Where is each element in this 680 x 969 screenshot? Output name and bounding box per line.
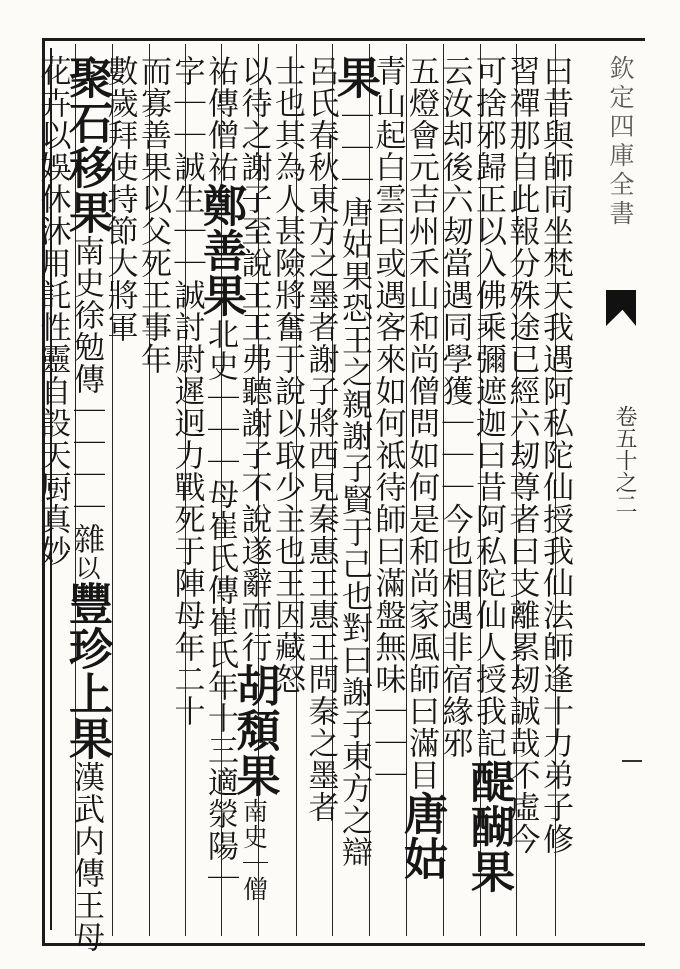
text-segment: 云汝却後六刼當遇同學獲｜｜｜今也相遇非宿緣邪 xyxy=(436,55,473,759)
entry-heading: 鄭善果 xyxy=(195,183,246,318)
margin-tick xyxy=(622,760,642,762)
text-segment: 誠生｜｜誠討尉遲迥力戰死于陣母年二十 xyxy=(168,151,205,727)
text-segment: 花卉以娛休沐用託性靈 xyxy=(34,55,71,375)
text-segment: 南史徐勉傳｜｜｜｜雜 xyxy=(68,235,104,555)
text-segment: 漢武内傳王母 xyxy=(68,761,104,953)
volume-label: 卷五十之二 xyxy=(612,405,637,515)
entry-heading: 果 xyxy=(329,55,380,100)
text-segment: 以待之謝子至說王王弗聽謝子不說遂辭而行 xyxy=(235,55,272,663)
entry-heading: 唐姑 xyxy=(396,791,447,881)
text-segment: 字｜｜ xyxy=(168,55,205,151)
text-column xyxy=(33,55,73,567)
text-segment: 青山起白雲曰或遇客來如何祗待師曰滿盤無味｜｜｜ xyxy=(369,55,406,791)
text-segment: 五燈會元吉州禾山和尚僧問如何是和尚家風師曰滿目 xyxy=(403,55,439,791)
text-segment: 而寡善果以父死王事年 xyxy=(135,55,171,375)
text-segment: 可捨邪歸正以入佛乘彌遮迦曰昔阿私陀仙人授我記 xyxy=(470,55,506,759)
entry-heading: 胡頽果 xyxy=(228,663,280,798)
text-segment: 習禪那自此報分殊途已經六刼尊者曰支離累刼誠哉不虛今 xyxy=(503,55,540,855)
text-segment: 自設天厨真妙 xyxy=(34,375,71,567)
entry-heading: 聚石移果 xyxy=(61,55,112,235)
text-segment: 北史｜｜｜母崔氏傳崔氏年十三適滎陽｜ xyxy=(202,318,238,894)
text-segment: 以 xyxy=(72,555,101,581)
book-title: 欽定四庫全書 xyxy=(606,55,635,229)
entry-heading: 醍醐果 xyxy=(463,759,514,894)
text-segment: 祐傳僧祐 xyxy=(202,55,238,183)
text-segment: 數歲拜使持節大將軍 xyxy=(101,55,138,343)
entry-heading: 豐珍上果 xyxy=(61,581,112,761)
text-segment: 士也其為人甚險將奮于說以取少主也王因藏怒 xyxy=(269,55,305,695)
text-segment: ｜｜｜唐姑果恐王之親謝子賢于己也對曰謝子東方之辯 xyxy=(336,100,372,868)
text-segment: 呂氏春秋東方之墨者謝子將西見秦惠王惠王問秦之墨者 xyxy=(302,55,339,823)
text-segment: 南史｜僧 xyxy=(239,798,269,902)
text-segment: 曰昔與師同坐梵天我遇阿私陀仙授我仙法師逢十力弟子修 xyxy=(537,55,573,855)
